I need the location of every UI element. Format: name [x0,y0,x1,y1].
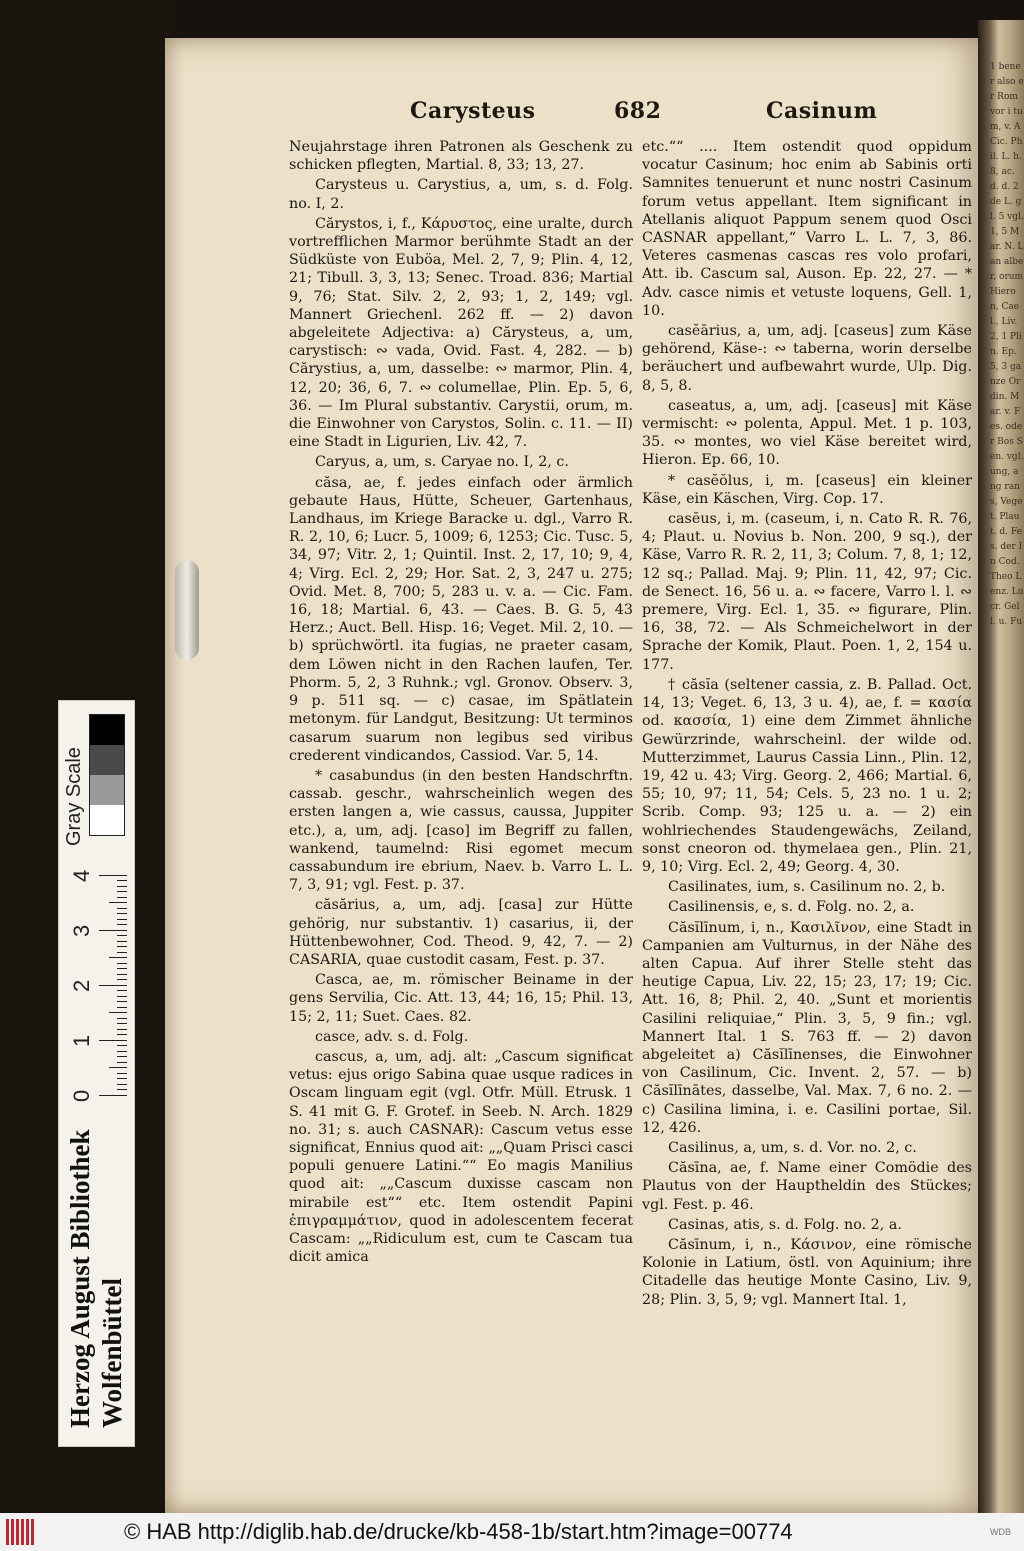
page-number: 682 [614,98,662,124]
ruler-tick [117,1024,127,1025]
ruler-tick [117,1062,127,1063]
ruler-tick [117,1029,127,1030]
ruler-tick [99,1095,127,1096]
ruler-number: 2 [69,979,94,992]
ruler-tick [117,1002,127,1003]
ruler-tick [117,925,127,926]
dictionary-entry: Neujahrstage ihren Patronen als Geschenk zu schicken pflegten, Martial. 8, 33; 13, 27. [289,139,633,174]
ruler-tick [117,897,127,898]
ruler-tick [117,969,127,970]
library-name: Herzog August Bibliothek [65,1129,95,1428]
reference-color-bar [58,700,135,1447]
ruler-tick [117,1073,127,1074]
ruler-tick [117,1035,127,1036]
dictionary-entry: Cărystos, i, f., Κάρυστος, eine uralte, durch vortrefflichen Marmor berühmte Stadt an der Südküste von Euböa, Mel. 2, 7, 9; Plin. 4, 12, 21; Tibull. 3, 3, 13; Senec. Troad. 836; Martial 9, 76; Stat. Silv. 2, 2, 93; 1, 2, 149; vgl. Mannert Griechenl. 262 ff. — 2) davon abgeleitete Adjectiva: a) Cărysteus, a, um, carystisch: ∾ vada, Ovid. Fast. 4, 282. — b) Cărystius, a, um, dasselbe: ∾ marmor, Plin. 4, 12, 20; 36, 6, 7. ∾ columellae, Plin. Ep. 5, 6, 36. — Im Plural substantiv. Carystii, orum, m. die Einwohner von Carystos, Solin. c. 11. — II) eine Stadt in Ligurien, Liv. 42, 7. [289,215,633,451]
ruler-tick [117,1046,127,1047]
ruler-tick [117,1079,127,1080]
ruler-tick [117,914,127,915]
gray-scale-swatches [89,714,125,836]
ruler-tick [109,958,127,959]
ruler-tick [117,947,127,948]
ruler-number: 0 [69,1089,94,1102]
ruler-tick [117,1090,127,1091]
ruler-tick [117,974,127,975]
dictionary-entry: caseatus, a, um, adj. [caseus] mit Käse vermischt: ∾ polenta, Appul. Met. 1 p. 103, 35. ∾ montes, wo viel Käse bereitet wird, Hieron. Ep. 66, 10. [642,397,972,469]
page-clip [175,560,199,660]
ruler-tick [117,952,127,953]
dictionary-entry: casĕus, i, m. (caseum, i, n. Cato R. R. 76, 4; Plaut. u. Novius b. Non. 200, 9 sq.), der Käse, Varro R. R. 2, 11, 3; Colum. 7, 8, 1; 12, 12 sq.; Pallad. Maj. 9; Plin. 11, 42, 97; Cic. de Senect. 16, 56 u. a. ∾ facere, Varro l. l. ∾ premere, Virg. Ecl. 1, 35. ∾ figurare, Plin. 16, 38, 72. — Als Schmeichelwort in der Sprache der Komik, Plaut. Poen. 1, 2, 154 u. 177. [642,511,972,673]
dictionary-entry: Casca, ae, m. römischer Beiname in der gens Servilia, Cic. Att. 13, 44; 16, 15; Phil. 13, 15; 2, 11; Suet. Caes. 82. [289,972,633,1025]
dictionary-entry: Carysteus u. Carystius, a, um, s. d. Folg. no. I, 2. [289,177,633,212]
dictionary-entry: Casinas, atis, s. d. Folg. no. 2, a. [668,1216,902,1233]
gray-swatch [90,745,124,775]
ruler-tick [117,908,127,909]
footer-mark: WDB [990,1527,1011,1537]
ruler-tick [117,991,127,992]
hab-logo-icon [6,1519,36,1545]
ruler-number: 4 [69,869,94,882]
adjacent-page-text: 1 bener also er Rom vor i tum, v. A Cic. Phil. L. h. 8, ac. d. d. 2 de L. gl. 5 vgl. 1, 5 Mar. N. Lan alber, orum Hieron, Cael., Liv. 2, 1 Plin. Ep. 5, 3 ganze Ordin. Mar. v. Fes. oder Bos Sen. vgl. ung, ang rans, Veget. Plaut. d. Fes. der In Cod. Theo Lenz. Lucr. Gell. u. Fu [990,62,1024,627]
ruler-tick [117,919,127,920]
ruler-tick [117,892,127,893]
ruler-tick [99,875,127,876]
dictionary-entry: etc.““ .... Item ostendit quod oppidum vocatur Casinum; hoc enim ab Sabinis orti Samnites tenuerunt et nunc nostri Casinum forum vetus appellant. Item significant in Atellanis aliquot Pappum senem quod Osci CASNAR appellant,“ Varro L. L. 7, 3, 86. Veteres casmenas cascas res volo profari, Att. ib. Cascum sal, Auson. Ep. 22, 27. — * Adv. casce nimis et vetuste loquens, Gell. 1, 10. [642,139,972,319]
right-text-column [642,138,972,1309]
ruler-tick [109,1068,127,1069]
dictionary-entry: căsa, ae, f. jedes einfach oder ärmlich gebaute Haus, Hütte, Scheuer, Gartenhaus, Landhaus, im Kriege Baracke u. dgl., Varro R. R. 2, 10, 6; Lucr. 5, 1009; 6, 1253; Cic. Tusc. 5, 34, 97; Vitr. 2, 1; Quintil. Inst. 2, 17, 10; 9, 4, 4; Virg. Ecl. 2, 29; Hor. Sat. 2, 3, 247 u. 275; Ovid. Met. 8, 700; 5, 283 u. v. a. — Cic. Fam. 16, 18; Martial. 6, 43. — Caes. B. G. 5, 43 Herz.; Auct. Bell. Hisp. 16; Veget. Mil. 2, 10. — b) sprüchwörtl. ita fugias, ne praeter casam, dem Löwen nicht in den Rachen laufen, Ter. Phorm. 5, 2, 3 Ruhnk.; vgl. Gronov. Observ. 3, 9 p. 511 sq. — c) casae, im Spätlatein metonym. für Landgut, Besitzung: Ut terminos casarum suarum non legibus sed viribus crederent vindicandos, Cassiod. Var. 5, 14. [289,474,633,764]
left-text-column [289,138,633,1266]
dictionary-entry: casce, adv. s. d. Folg. [315,1028,469,1045]
ruler-tick [109,1013,127,1014]
ruler-tick [117,941,127,942]
ruler-tick [109,903,127,904]
ruler-tick [117,996,127,997]
ruler-number: 3 [69,924,94,937]
dictionary-entry: * casĕŏlus, i, m. [caseus] ein kleiner Käse, ein Käschen, Virg. Cop. 17. [642,472,972,507]
reference-bar-rotated-content [59,701,134,1446]
ruler-tick [117,936,127,937]
ruler-tick [117,1018,127,1019]
dictionary-entry: Casilinates, ium, s. Casilinum no. 2, b. [668,879,946,896]
dictionary-entry: cascus, a, um, adj. alt: „Cascum significat vetus: ejus origo Sabina quae usque radices in Oscam linguam egit (vgl. Otfr. Müll. Etrusk. 1 S. 41 mit G. F. Grotef. in Seeb. N. Arch. 1829 no. 31; s. auch CASNAR): Cascum vetus esse significat, Ennius quod ait: „„Quam Prisci casci populi genuere Latini.““ Eo magis Manilius quod ait: „„Cascum duxisse cascam non mirabile est““ etc. Item ostendit Papini ἐπιγραμμάτιον, quod in adolescentem fecerat Cascam: „„Ridiculum est, cum te Cascam tua dicit amica [289,1048,633,1266]
ruler-tick [99,985,127,986]
gray-swatch [90,715,124,745]
footer-copyright-link[interactable]: © HAB http://diglib.hab.de/drucke/kb-458-1b/start.htm?image=00774 [124,1519,793,1544]
dictionary-entry: Casilinensis, e, s. d. Folg. no. 2, a. [668,899,915,916]
dictionary-entry: Căsīna, ae, f. Name einer Comödie des Plautus von der Hauptheldin des Stückes; vgl. Fest. p. 46. [642,1160,972,1213]
running-head-right: Casinum [766,98,878,124]
ruler-tick [117,881,127,882]
dictionary-entry: Caryus, a, um, s. Caryae no. I, 2, c. [315,454,569,471]
dictionary-entry: Căsīnum, i, n., Κάσινον, eine römische Kolonie in Latium, östl. von Aquinium; ihre Citadelle das heutige Monte Casino, Liv. 9, 28; Plin. 3, 5, 9; vgl. Mannert Ital. 1, [642,1236,972,1308]
ruler-tick [117,1057,127,1058]
dictionary-entry: Căsĭlīnum, i, n., Κασιλῖνον, eine Stadt in Campanien am Vulturnus, in der Nähe des alten Capua. Auf ihrer Stelle steht das heutige Capua, Liv. 22, 15; 23, 17; 19; Cic. Att. 16, 8; Phil. 2, 40. „Sunt et morientis Casilini reliquiae,“ Plin. 3, 5, 9 fin.; vgl. Mannert Ital. 1 S. 763 ff. — 2) davon abgeleitet a) Căsĭlīnenses, die Einwohner von Casilinum, Cic. Invent. 2, 57. — b) Căsĭlīnātes, dasselbe, Val. Max. 7, 6 no. 2. — c) Casilina limina, i. e. Casilini portae, Sil. 12, 426. [642,919,972,1136]
ruler-number: 1 [69,1034,94,1047]
library-city: Wolfenbüttel [97,1277,127,1428]
ruler-tick [117,1051,127,1052]
ruler-tick [99,1040,127,1041]
dictionary-entry: căsărius, a, um, adj. [casa] zur Hütte gehörig, nur substantiv. 1) casarius, ii, der Hüttenbewohner, Cod. Theod. 9, 42, 7. — 2) CASARIA, quae custodit casam, Fest. p. 37. [289,897,633,968]
dictionary-entry: † căsĭa (seltener cassia, z. B. Pallad. Oct. 14, 13; Veget. 6, 13, 3 u. 4), ae, f. = κασία od. κασσία, 1) eine dem Zimmet ähnliche Gewürzrinde, wahrscheinl. der wilde od. Mutterzimmet, Laurus Cassia Linn., Plin. 12, 19, 42 u. 43; Virg. Georg. 2, 466; Martial. 6, 55; 10, 97; 11, 54; Cels. 5, 23 no. 1 u. 2; Scrib. Comp. 93; 125 u. a. — 2) ein wohlriechendes Staudengewächs, Zeiland, sonst cneoron od. thymelaea gen., Plin. 21, 9, 10; Virg. Ecl. 2, 49; Georg. 4, 30. [642,676,972,875]
gray-scale-label: Gray Scale [63,747,85,846]
ruler-tick [117,1084,127,1085]
gray-swatch [90,805,124,835]
dictionary-entry: Casilinus, a, um, s. d. Vor. no. 2, c. [668,1139,917,1156]
running-head-left: Carysteus [410,98,536,124]
ruler-tick [99,930,127,931]
ruler-tick [117,886,127,887]
ruler-tick [117,963,127,964]
gray-swatch [90,775,124,805]
dictionary-entry: casĕārius, a, um, adj. [caseus] zum Käse gehörend, Käse-: ∾ taberna, worin derselbe beräuchert und aufbewahrt wurde, Ulp. Dig. 8, 5, 8. [642,323,972,394]
ruler-tick [117,1007,127,1008]
ruler-tick [117,980,127,981]
dictionary-entry: * casabundus (in den besten Handschrftn. cassab. geschr., wahrscheinlich wegen des ersten langen a, wie cassus, caussa, Juppiter etc.), a, um, adj. [caso] im Begriff zu fallen, wankend, taumelnd: Risi egomet mecum cassabundum ire ebrium, Naev. b. Varro L. L. 7, 3, 91; vgl. Fest. p. 37. [289,767,633,894]
